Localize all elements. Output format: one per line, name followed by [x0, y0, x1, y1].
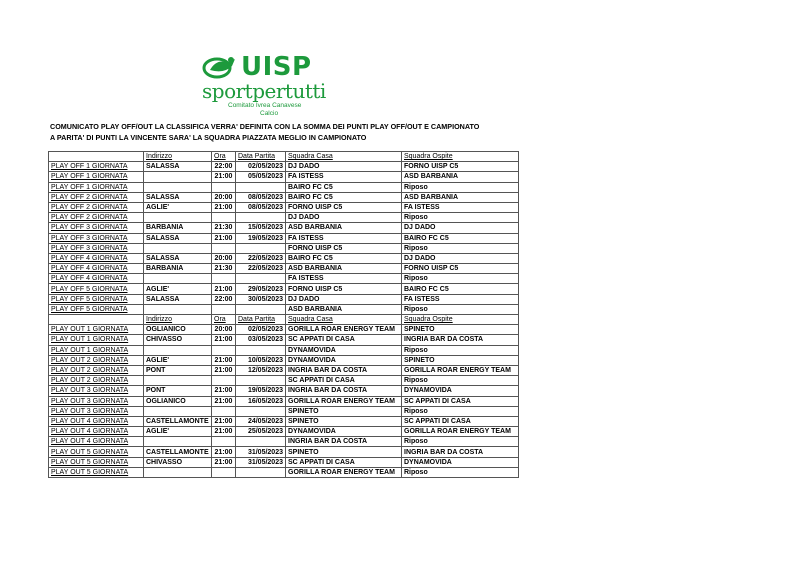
cell-home: DJ DADO	[286, 213, 402, 223]
cell-address: OGLIANICO	[144, 396, 212, 406]
cell-away: Riposo	[402, 182, 519, 192]
cell-away: SC APPATI DI CASA	[402, 396, 519, 406]
cell-time: 21:00	[212, 202, 236, 212]
cell-home: SC APPATI DI CASA	[286, 376, 402, 386]
header-home: Squadra Casa	[286, 315, 402, 325]
cell-date	[236, 376, 286, 386]
cell-time: 21:00	[212, 355, 236, 365]
cell-away: GORILLA ROAR ENERGY TEAM	[402, 427, 519, 437]
header-row	[49, 315, 519, 325]
cell-round: PLAY OFF 1 GIORNATA	[49, 172, 144, 182]
table-row	[49, 182, 519, 192]
header-address: Indirizzo	[144, 315, 212, 325]
cell-date	[236, 345, 286, 355]
cell-date: 22/05/2023	[236, 253, 286, 263]
table-row	[49, 213, 519, 223]
cell-home: SC APPATI DI CASA	[286, 457, 402, 467]
table-row	[49, 172, 519, 182]
cell-round: PLAY OFF 1 GIORNATA	[49, 162, 144, 172]
cell-address: BARBANIA	[144, 223, 212, 233]
logo-top-row	[202, 52, 312, 82]
cell-address: CHIVASSO	[144, 457, 212, 467]
table-row	[49, 284, 519, 294]
cell-address	[144, 304, 212, 314]
cell-date: 10/05/2023	[236, 355, 286, 365]
cell-time: 21:00	[212, 457, 236, 467]
cell-home: DJ DADO	[286, 294, 402, 304]
cell-away: DYNAMOVIDA	[402, 386, 519, 396]
cell-home: SPINETO	[286, 406, 402, 416]
cell-round: PLAY OFF 2 GIORNATA	[49, 202, 144, 212]
cell-home: DYNAMOVIDA	[286, 427, 402, 437]
cell-away: Riposo	[402, 437, 519, 447]
schedule-body	[49, 152, 519, 478]
cell-date: 03/05/2023	[236, 335, 286, 345]
cell-address	[144, 274, 212, 284]
table-row	[49, 294, 519, 304]
cell-away: Riposo	[402, 243, 519, 253]
table-row	[49, 386, 519, 396]
cell-round: PLAY OUT 3 GIORNATA	[49, 386, 144, 396]
cell-round: PLAY OFF 5 GIORNATA	[49, 284, 144, 294]
cell-address: OGLIANICO	[144, 325, 212, 335]
cell-away: Riposo	[402, 467, 519, 477]
cell-address	[144, 345, 212, 355]
cell-away: FA ISTESS	[402, 202, 519, 212]
header-time: Ora	[212, 152, 236, 162]
cell-time	[212, 182, 236, 192]
table-row	[49, 345, 519, 355]
cell-time	[212, 213, 236, 223]
table-row	[49, 192, 519, 202]
cell-round: PLAY OUT 5 GIORNATA	[49, 467, 144, 477]
cell-away: ASD BARBANIA	[402, 192, 519, 202]
cell-date	[236, 243, 286, 253]
cell-time: 21:30	[212, 264, 236, 274]
cell-round: PLAY OUT 1 GIORNATA	[49, 335, 144, 345]
cell-away: BAIRO FC C5	[402, 233, 519, 243]
cell-address: AGLIE'	[144, 427, 212, 437]
cell-away: DJ DADO	[402, 253, 519, 263]
table-row	[49, 447, 519, 457]
cell-home: BAIRO FC C5	[286, 182, 402, 192]
cell-date: 19/05/2023	[236, 233, 286, 243]
cell-time: 21:00	[212, 335, 236, 345]
cell-home: INGRIA BAR DA COSTA	[286, 386, 402, 396]
cell-round: PLAY OUT 3 GIORNATA	[49, 396, 144, 406]
cell-home: INGRIA BAR DA COSTA	[286, 437, 402, 447]
cell-address	[144, 172, 212, 182]
header-home: Squadra Casa	[286, 152, 402, 162]
table-row	[49, 202, 519, 212]
header-address: Indirizzo	[144, 152, 212, 162]
cell-time: 22:00	[212, 162, 236, 172]
cell-address	[144, 406, 212, 416]
cell-date: 02/05/2023	[236, 325, 286, 335]
cell-date	[236, 406, 286, 416]
cell-address: PONT	[144, 365, 212, 375]
cell-away: Riposo	[402, 274, 519, 284]
cell-home: FA ISTESS	[286, 274, 402, 284]
cell-address: SALASSA	[144, 233, 212, 243]
cell-round: PLAY OFF 3 GIORNATA	[49, 233, 144, 243]
cell-date	[236, 274, 286, 284]
cell-round: PLAY OFF 4 GIORNATA	[49, 264, 144, 274]
logo-script-text: sportpertutti	[202, 79, 326, 103]
table-row	[49, 365, 519, 375]
table-row	[49, 457, 519, 467]
cell-time	[212, 406, 236, 416]
cell-time: 21:30	[212, 223, 236, 233]
cell-address	[144, 213, 212, 223]
cell-address: SALASSA	[144, 162, 212, 172]
schedule-table	[48, 151, 519, 478]
cell-address: AGLIE'	[144, 355, 212, 365]
cell-time: 20:00	[212, 253, 236, 263]
cell-address: BARBANIA	[144, 264, 212, 274]
table-row	[49, 396, 519, 406]
cell-home: SPINETO	[286, 416, 402, 426]
cell-date: 24/05/2023	[236, 416, 286, 426]
table-row	[49, 467, 519, 477]
cell-date: 12/05/2023	[236, 365, 286, 375]
cell-round: PLAY OUT 2 GIORNATA	[49, 365, 144, 375]
cell-away: FORNO UISP C5	[402, 264, 519, 274]
cell-home: SPINETO	[286, 447, 402, 457]
cell-home: FA ISTESS	[286, 233, 402, 243]
table-row	[49, 325, 519, 335]
cell-home: FORNO UISP C5	[286, 202, 402, 212]
cell-date: 16/05/2023	[236, 396, 286, 406]
table-row	[49, 335, 519, 345]
cell-date	[236, 213, 286, 223]
cell-date: 25/05/2023	[236, 427, 286, 437]
notice-line-2: A PARITA' DI PUNTI LA VINCENTE SARA' LA SQUADRA PIAZZATA MEGLIO IN CAMPIONATO	[50, 133, 367, 142]
cell-time	[212, 304, 236, 314]
cell-date: 29/05/2023	[236, 284, 286, 294]
header-round	[49, 315, 144, 325]
cell-time: 21:00	[212, 233, 236, 243]
cell-date: 05/05/2023	[236, 172, 286, 182]
cell-date	[236, 437, 286, 447]
cell-time	[212, 467, 236, 477]
cell-time	[212, 243, 236, 253]
cell-round: PLAY OFF 4 GIORNATA	[49, 253, 144, 263]
table-row	[49, 376, 519, 386]
logo-wordmark: UISP	[241, 52, 312, 82]
cell-round: PLAY OUT 5 GIORNATA	[49, 457, 144, 467]
cell-round: PLAY OFF 5 GIORNATA	[49, 304, 144, 314]
cell-address: CASTELLAMONTE	[144, 416, 212, 426]
cell-home: FORNO UISP C5	[286, 243, 402, 253]
cell-away: Riposo	[402, 213, 519, 223]
cell-date	[236, 304, 286, 314]
cell-date: 30/05/2023	[236, 294, 286, 304]
cell-date: 08/05/2023	[236, 192, 286, 202]
header-date: Data Partita	[236, 315, 286, 325]
cell-address: SALASSA	[144, 253, 212, 263]
cell-date: 31/05/2023	[236, 457, 286, 467]
cell-address: CHIVASSO	[144, 335, 212, 345]
cell-time	[212, 376, 236, 386]
cell-address: CASTELLAMONTE	[144, 447, 212, 457]
cell-round: PLAY OUT 2 GIORNATA	[49, 376, 144, 386]
cell-round: PLAY OUT 1 GIORNATA	[49, 325, 144, 335]
cell-home: DYNAMOVIDA	[286, 355, 402, 365]
cell-home: GORILLA ROAR ENERGY TEAM	[286, 325, 402, 335]
cell-address	[144, 182, 212, 192]
table-row	[49, 304, 519, 314]
header-round	[49, 152, 144, 162]
table-row	[49, 223, 519, 233]
cell-address	[144, 467, 212, 477]
cell-round: PLAY OUT 4 GIORNATA	[49, 416, 144, 426]
cell-away: Riposo	[402, 345, 519, 355]
cell-home: DJ DADO	[286, 162, 402, 172]
cell-round: PLAY OFF 2 GIORNATA	[49, 192, 144, 202]
cell-away: Riposo	[402, 376, 519, 386]
logo-sport-text: Calcio	[260, 110, 279, 117]
cell-home: GORILLA ROAR ENERGY TEAM	[286, 467, 402, 477]
cell-away: FORNO UISP C5	[402, 162, 519, 172]
cell-round: PLAY OFF 3 GIORNATA	[49, 223, 144, 233]
table-row	[49, 253, 519, 263]
cell-time: 21:00	[212, 172, 236, 182]
cell-away: INGRIA BAR DA COSTA	[402, 335, 519, 345]
cell-address: AGLIE'	[144, 284, 212, 294]
cell-date: 15/05/2023	[236, 223, 286, 233]
cell-time	[212, 437, 236, 447]
cell-home: ASD BARBANIA	[286, 223, 402, 233]
header-row	[49, 152, 519, 162]
table-row	[49, 274, 519, 284]
cell-date: 08/05/2023	[236, 202, 286, 212]
cell-home: FORNO UISP C5	[286, 284, 402, 294]
cell-time: 20:00	[212, 325, 236, 335]
table-row	[49, 162, 519, 172]
cell-home: BAIRO FC C5	[286, 253, 402, 263]
cell-home: ASD BARBANIA	[286, 304, 402, 314]
cell-time: 20:00	[212, 192, 236, 202]
cell-away: Riposo	[402, 304, 519, 314]
cell-address	[144, 243, 212, 253]
cell-time: 21:00	[212, 416, 236, 426]
cell-away: GORILLA ROAR ENERGY TEAM	[402, 365, 519, 375]
cell-time: 21:00	[212, 396, 236, 406]
table-row	[49, 243, 519, 253]
cell-address	[144, 437, 212, 447]
running-figure-icon	[202, 54, 238, 80]
table-row	[49, 406, 519, 416]
cell-date	[236, 182, 286, 192]
cell-date: 19/05/2023	[236, 386, 286, 396]
cell-address: SALASSA	[144, 294, 212, 304]
cell-date: 02/05/2023	[236, 162, 286, 172]
cell-home: FA ISTESS	[286, 172, 402, 182]
table-row	[49, 264, 519, 274]
notice-text	[50, 121, 479, 143]
cell-round: PLAY OUT 2 GIORNATA	[49, 355, 144, 365]
cell-away: SC APPATI DI CASA	[402, 416, 519, 426]
cell-home: DYNAMOVIDA	[286, 345, 402, 355]
notice-line-1: COMUNICATO PLAY OFF/OUT LA CLASSIFICA VERRA' DEFINITA CON LA SOMMA DEI PUNTI PLAY OFF/OUT E CAMPIONATO	[50, 122, 480, 131]
cell-time: 21:00	[212, 427, 236, 437]
cell-address: AGLIE'	[144, 202, 212, 212]
cell-home: INGRIA BAR DA COSTA	[286, 365, 402, 375]
cell-round: PLAY OUT 4 GIORNATA	[49, 427, 144, 437]
cell-time: 21:00	[212, 447, 236, 457]
cell-away: INGRIA BAR DA COSTA	[402, 447, 519, 457]
header-date: Data Partita	[236, 152, 286, 162]
cell-away: DJ DADO	[402, 223, 519, 233]
cell-round: PLAY OUT 4 GIORNATA	[49, 437, 144, 447]
cell-away: SPINETO	[402, 355, 519, 365]
cell-round: PLAY OFF 3 GIORNATA	[49, 243, 144, 253]
uisp-logo	[198, 52, 338, 118]
table-row	[49, 233, 519, 243]
cell-date: 31/05/2023	[236, 447, 286, 457]
cell-round: PLAY OUT 1 GIORNATA	[49, 345, 144, 355]
cell-date: 22/05/2023	[236, 264, 286, 274]
cell-away: ASD BARBANIA	[402, 172, 519, 182]
cell-round: PLAY OFF 1 GIORNATA	[49, 182, 144, 192]
table-row	[49, 416, 519, 426]
cell-round: PLAY OUT 5 GIORNATA	[49, 447, 144, 457]
cell-away: Riposo	[402, 406, 519, 416]
cell-round: PLAY OUT 3 GIORNATA	[49, 406, 144, 416]
cell-address	[144, 376, 212, 386]
cell-time	[212, 345, 236, 355]
cell-round: PLAY OFF 4 GIORNATA	[49, 274, 144, 284]
table-row	[49, 427, 519, 437]
logo-committee-text: Comitato Ivrea Canavese	[228, 102, 302, 109]
header-time: Ora	[212, 315, 236, 325]
cell-home: GORILLA ROAR ENERGY TEAM	[286, 396, 402, 406]
cell-time: 21:00	[212, 365, 236, 375]
cell-home: ASD BARBANIA	[286, 264, 402, 274]
cell-round: PLAY OFF 2 GIORNATA	[49, 213, 144, 223]
cell-home: BAIRO FC C5	[286, 192, 402, 202]
header-away: Squadra Ospite	[402, 315, 519, 325]
cell-time: 22:00	[212, 294, 236, 304]
cell-time: 21:00	[212, 386, 236, 396]
cell-address: PONT	[144, 386, 212, 396]
cell-time: 21:00	[212, 284, 236, 294]
cell-away: DYNAMOVIDA	[402, 457, 519, 467]
cell-address: SALASSA	[144, 192, 212, 202]
cell-home: SC APPATI DI CASA	[286, 335, 402, 345]
cell-away: BAIRO FC C5	[402, 284, 519, 294]
cell-date	[236, 467, 286, 477]
table-row	[49, 355, 519, 365]
cell-away: FA ISTESS	[402, 294, 519, 304]
cell-away: SPINETO	[402, 325, 519, 335]
cell-round: PLAY OFF 5 GIORNATA	[49, 294, 144, 304]
cell-time	[212, 274, 236, 284]
table-row	[49, 437, 519, 447]
header-away: Squadra Ospite	[402, 152, 519, 162]
